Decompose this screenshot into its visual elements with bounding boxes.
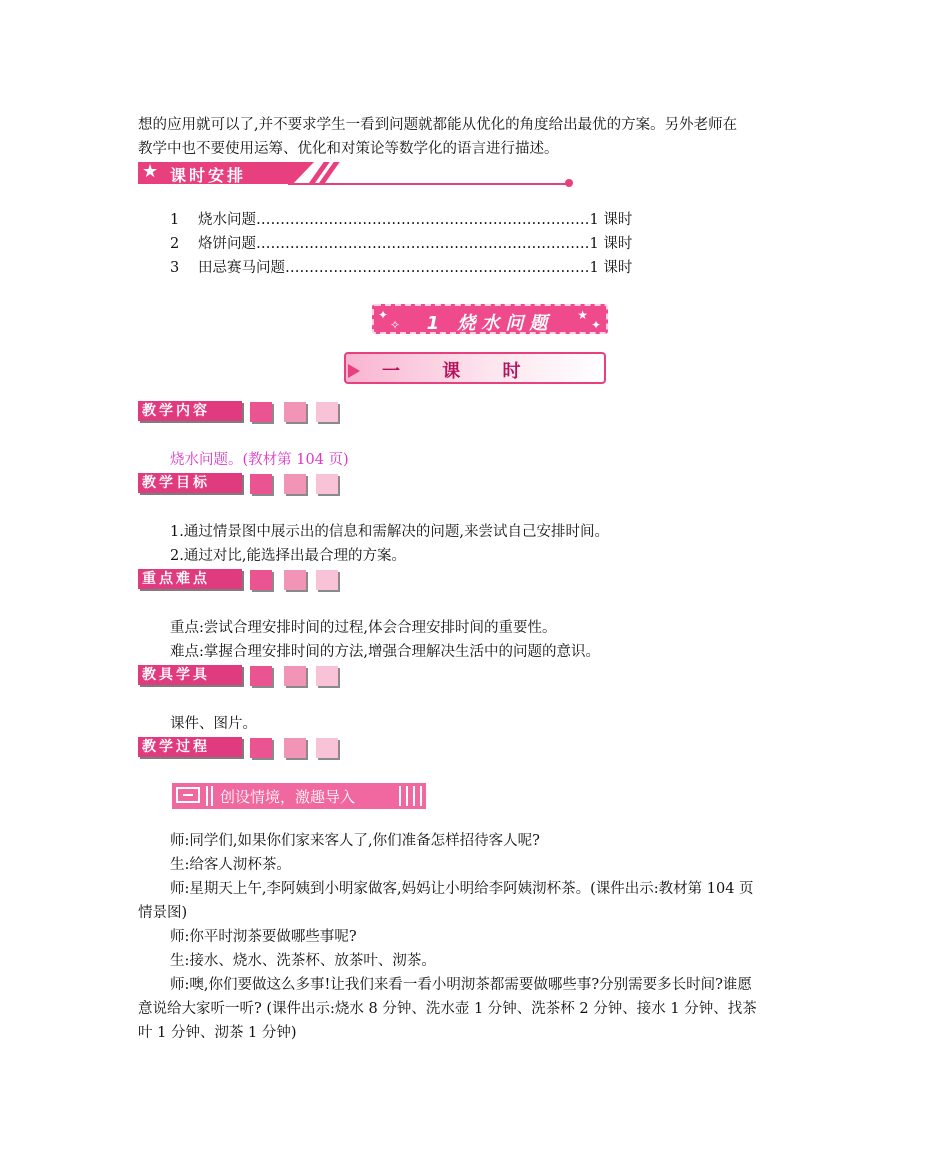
- dialogue-line: 师:噢,你们要做这么多事!让我们来看一看小明沏茶都需要做哪些事?分别需要多长时间?谁愿: [170, 977, 752, 993]
- dash-box-icon: [176, 787, 200, 803]
- content-text: 烧水问题。(教材第 104 页): [170, 452, 349, 468]
- star-icon: ✦: [590, 318, 601, 332]
- document-page: 想的应用就可以了,并不要求学生一看到问题就都能从优化的角度给出最优的方案。另外老师在 教学中也不要使用运筹、优化和对策论等数学化的语言进行描述。 ★ 课时安排 1 烧水问题……………………………………………………………1 课时 2 烙饼问题……………………………………………………………1 课时 3 田忌赛马问题………………………………………………………1 课时 ✦ ✧ ★ ✦ 1 烧水问题 一 课 时 教学内容 烧水问题。(教材第 104 页) 教学目标 1.通过情景图中展示出的信息和需解决的问题,来尝试自己安排时间。 2.通过对比,能选择出最合理的方案。 重点难点 重点:尝试合理安排时间的过程,体会合理安排时间的重要性。 难点:掌握合理安排时间的方法,增强合理解决生活中的问题的意识。 教具学具 课件、图片。 教学过程 创设情境，激趣导入 师:同学们,如果你们家来客人了,你们准备怎样招待客人呢? 生:给客人沏杯茶。 师:星期天上午,李阿姨到小明家做客,妈妈让小明给李阿姨沏杯茶。(课件出示:教材第 104 页 情景图) 师:你平时沏茶要做哪些事呢? 生:接水、烧水、洗茶杯、放茶叶、沏茶。 师:噢,你们要做这么多事!让我们来看一看小明沏茶都需要做哪些事?分别需要多长时间?谁愿 意说给大家听一听? (课件出示:烧水 8 分钟、洗水壶 1 分钟、洗茶杯 2 分钟、接水 1 分钟、找茶 叶 1 分钟、沏茶 1 分钟): [0, 0, 950, 1160]
- tools-text: 课件、图片。: [170, 716, 257, 732]
- star-icon: ✧: [390, 318, 401, 332]
- dialogue-line: 师:星期天上午,李阿姨到小明家做客,妈妈让小明给李阿姨沏杯茶。(课件出示:教材第 104 页: [170, 881, 754, 897]
- schedule-item: 2 烙饼问题……………………………………………………………1 课时: [170, 236, 633, 252]
- lesson-title: 1 烧水问题: [426, 313, 554, 334]
- schedule-banner: [138, 162, 438, 188]
- goal-item: 2.通过对比,能选择出最合理的方案。: [170, 548, 406, 564]
- schedule-item: 1 烧水问题……………………………………………………………1 课时: [170, 212, 633, 228]
- period-banner: [344, 352, 606, 384]
- dialogue-line: 师:同学们,如果你们家来客人了,你们准备怎样招待客人呢?: [170, 833, 540, 849]
- lesson-title-banner: [372, 304, 608, 334]
- triangle-icon: [348, 364, 360, 378]
- dialogue-line: 意说给大家听一听? (课件出示:烧水 8 分钟、洗水壶 1 分钟、洗茶杯 2 分钟、接水 1 分钟、找茶: [138, 1001, 757, 1017]
- step-title: 创设情境，激趣导入: [220, 788, 356, 806]
- dialogue-line: 生:给客人沏杯茶。: [170, 857, 291, 873]
- dialogue-line: 叶 1 分钟、沏茶 1 分钟): [138, 1025, 297, 1041]
- step-banner: [172, 783, 426, 809]
- dialogue-line: 生:接水、烧水、洗茶杯、放茶叶、沏茶。: [170, 953, 436, 969]
- key-point: 重点:尝试合理安排时间的过程,体会合理安排时间的重要性。: [170, 620, 557, 636]
- star-icon: ★: [577, 308, 588, 322]
- dialogue-line: 情景图): [138, 905, 188, 921]
- dialogue-line: 师:你平时沏茶要做哪些事呢?: [170, 929, 357, 945]
- intro-line-2: 教学中也不要使用运筹、优化和对策论等数学化的语言进行描述。: [138, 141, 559, 157]
- difficulty-point: 难点:掌握合理安排时间的方法,增强合理解决生活中的问题的意识。: [170, 644, 600, 660]
- star-icon: ★: [142, 161, 159, 182]
- star-icon: ✦: [378, 308, 389, 322]
- schedule-title: 课时安排: [170, 166, 247, 185]
- intro-line-1: 想的应用就可以了,并不要求学生一看到问题就都能从优化的角度给出最优的方案。另外老师在: [138, 117, 738, 133]
- goal-item: 1.通过情景图中展示出的信息和需解决的问题,来尝试自己安排时间。: [170, 524, 609, 540]
- schedule-item: 3 田忌赛马问题………………………………………………………1 课时: [170, 260, 633, 276]
- period-title: 一 课 时: [382, 361, 539, 382]
